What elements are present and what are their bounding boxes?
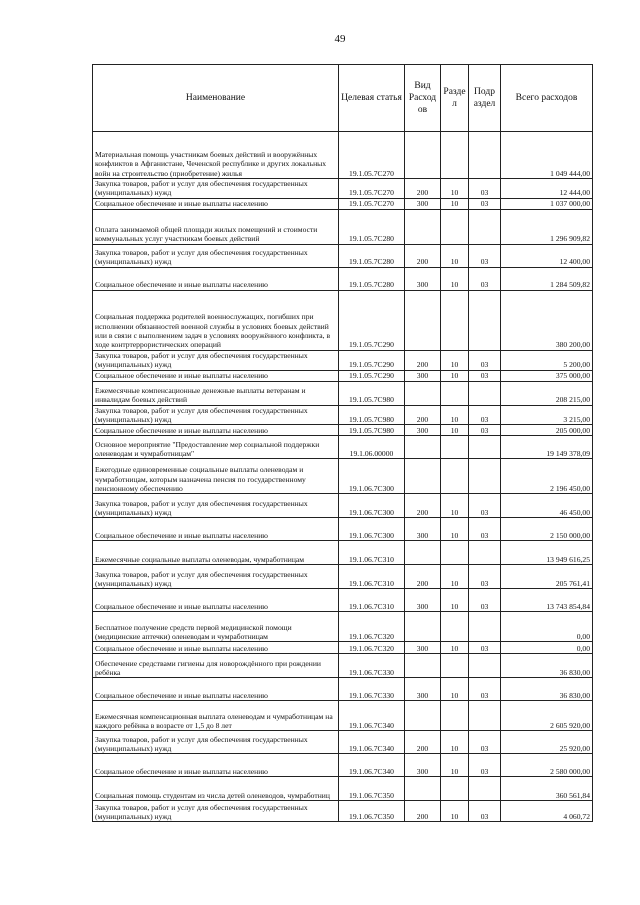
row-name: Социальное обеспечение и иные выплаты населению: [93, 267, 339, 290]
row-section: [441, 381, 469, 405]
header-name: Наименование: [93, 65, 339, 132]
row-subsection: 03: [469, 565, 501, 589]
row-target-article: 19.1.05.7С270: [339, 179, 405, 199]
row-total: 19 149 378,09: [501, 436, 593, 459]
row-expense-type: [405, 209, 441, 244]
row-name: Ежемесячные социальные выплаты оленеводам, чумработницам: [93, 541, 339, 565]
row-name: Материальная помощь участникам боевых действий и вооружённых конфликтов в Афганистане, Чеченской республике и других локальных войн на строительство (приобретение) жилья: [93, 132, 339, 179]
table-row: [93, 132, 593, 179]
row-section: [441, 290, 469, 350]
row-subsection: 03: [469, 198, 501, 209]
row-expense-type: 200: [405, 494, 441, 518]
row-total: 1 296 909,82: [501, 209, 593, 244]
row-total: 2 196 450,00: [501, 459, 593, 494]
row-name: Закупка товаров, работ и услуг для обеспечения государственных (муниципальных) нужд: [93, 565, 339, 589]
row-expense-type: 200: [405, 565, 441, 589]
row-name: Закупка товаров, работ и услуг для обеспечения государственных (муниципальных) нужд: [93, 179, 339, 199]
row-expense-type: [405, 654, 441, 678]
row-target-article: 19.1.06.7С310: [339, 565, 405, 589]
row-target-article: 19.1.06.7С340: [339, 731, 405, 754]
row-name: Бесплатное получение средств первой медицинской помощи (медицинские аптечки) оленеводам и чумработницам: [93, 612, 339, 642]
row-section: [441, 209, 469, 244]
row-target-article: 19.1.05.7С980: [339, 405, 405, 425]
row-subsection: 03: [469, 267, 501, 290]
row-total: 380 200,00: [501, 290, 593, 350]
row-target-article: 19.1.05.7С280: [339, 244, 405, 267]
header-total: Всего расходов: [501, 65, 593, 132]
table-header-row: [93, 65, 593, 132]
row-section: 10: [441, 589, 469, 612]
row-target-article: 19.1.05.7С280: [339, 267, 405, 290]
row-target-article: 19.1.06.7С320: [339, 642, 405, 654]
row-expense-type: [405, 436, 441, 459]
row-subsection: 03: [469, 405, 501, 425]
row-section: 10: [441, 405, 469, 425]
row-expense-type: 200: [405, 731, 441, 754]
table-row: [93, 244, 593, 267]
row-subsection: [469, 132, 501, 179]
row-subsection: 03: [469, 350, 501, 370]
row-section: 10: [441, 198, 469, 209]
row-target-article: 19.1.06.7С330: [339, 654, 405, 678]
row-total: 13 949 616,25: [501, 541, 593, 565]
row-total: 205 000,00: [501, 425, 593, 436]
row-section: [441, 777, 469, 801]
table-row: [93, 518, 593, 541]
table-row: [93, 381, 593, 405]
row-subsection: [469, 459, 501, 494]
row-name: Закупка товаров, работ и услуг для обеспечения государственных (муниципальных) нужд: [93, 494, 339, 518]
row-target-article: 19.1.06.7С350: [339, 777, 405, 801]
row-section: 10: [441, 350, 469, 370]
table-row: [93, 731, 593, 754]
table-row: [93, 405, 593, 425]
row-expense-type: [405, 777, 441, 801]
row-total: 1 037 000,00: [501, 198, 593, 209]
row-total: 5 200,00: [501, 350, 593, 370]
table-row: [93, 370, 593, 381]
table-row: [93, 198, 593, 209]
row-target-article: 19.1.05.7С270: [339, 132, 405, 179]
row-section: 10: [441, 754, 469, 777]
row-target-article: 19.1.06.7С310: [339, 541, 405, 565]
row-total: 13 743 854,84: [501, 589, 593, 612]
row-name: Социальное обеспечение и иные выплаты населению: [93, 370, 339, 381]
table-row: [93, 565, 593, 589]
row-target-article: 19.1.05.7С290: [339, 350, 405, 370]
header-podrazdel: Подр аздел: [469, 65, 501, 132]
row-expense-type: 300: [405, 370, 441, 381]
row-name: Оплата занимаемой общей площади жилых помещений и стоимости коммунальных услуг участникам боевых действий: [93, 209, 339, 244]
row-target-article: 19.1.05.7С270: [339, 198, 405, 209]
row-section: [441, 459, 469, 494]
table-row: [93, 801, 593, 822]
row-expense-type: 300: [405, 267, 441, 290]
row-total: 12 444,00: [501, 179, 593, 199]
row-expense-type: 200: [405, 405, 441, 425]
row-expense-type: 300: [405, 589, 441, 612]
row-subsection: [469, 701, 501, 731]
row-subsection: 03: [469, 425, 501, 436]
row-section: 10: [441, 267, 469, 290]
row-total: 375 000,00: [501, 370, 593, 381]
row-target-article: 19.1.06.7С310: [339, 589, 405, 612]
row-target-article: 19.1.06.7С300: [339, 459, 405, 494]
row-expense-type: 200: [405, 350, 441, 370]
row-section: [441, 612, 469, 642]
row-name: Социальное обеспечение и иные выплаты населению: [93, 754, 339, 777]
row-name: Закупка товаров, работ и услуг для обеспечения государственных (муниципальных) нужд: [93, 350, 339, 370]
row-expense-type: 300: [405, 754, 441, 777]
table-row: [93, 754, 593, 777]
row-name: Социальное обеспечение и иные выплаты населению: [93, 518, 339, 541]
table-row: [93, 654, 593, 678]
row-subsection: 03: [469, 518, 501, 541]
header-razdel: Разде л: [441, 65, 469, 132]
row-target-article: 19.1.05.7С980: [339, 425, 405, 436]
row-expense-type: [405, 612, 441, 642]
row-subsection: 03: [469, 678, 501, 701]
row-total: 2 150 000,00: [501, 518, 593, 541]
row-section: 10: [441, 565, 469, 589]
row-name: Закупка товаров, работ и услуг для обеспечения государственных (муниципальных) нужд: [93, 405, 339, 425]
row-subsection: 03: [469, 370, 501, 381]
row-section: [441, 701, 469, 731]
row-section: [441, 436, 469, 459]
row-expense-type: [405, 459, 441, 494]
row-section: 10: [441, 518, 469, 541]
row-name: Ежемесячные компенсационные денежные выплаты ветеранам и инвалидам боевых действий: [93, 381, 339, 405]
table-row: [93, 350, 593, 370]
table-row: [93, 642, 593, 654]
header-code: Целевая статья: [339, 65, 405, 132]
budget-table: [92, 64, 593, 822]
table-row: [93, 612, 593, 642]
row-target-article: 19.1.06.7С340: [339, 754, 405, 777]
row-name: Закупка товаров, работ и услуг для обеспечения государственных (муниципальных) нужд: [93, 801, 339, 822]
table-row: [93, 290, 593, 350]
row-total: 360 561,84: [501, 777, 593, 801]
table-row: [93, 267, 593, 290]
row-subsection: [469, 381, 501, 405]
table-row: [93, 436, 593, 459]
row-expense-type: 300: [405, 198, 441, 209]
row-section: 10: [441, 731, 469, 754]
row-expense-type: [405, 381, 441, 405]
row-subsection: [469, 209, 501, 244]
row-section: 10: [441, 244, 469, 267]
row-expense-type: 300: [405, 678, 441, 701]
row-name: Ежемесячная компенсационная выплата оленеводам и чумработницам на каждого ребёнка в возрасте от 1,5 до 8 лет: [93, 701, 339, 731]
row-section: 10: [441, 642, 469, 654]
row-section: 10: [441, 678, 469, 701]
row-name: Социальное обеспечение и иные выплаты населению: [93, 678, 339, 701]
table-row: [93, 179, 593, 199]
row-target-article: 19.1.06.7С340: [339, 701, 405, 731]
row-name: Ежегодные единовременные социальные выплаты оленеводам и чумработницам, которым назначена пенсия по государственному пенсионному обеспечению: [93, 459, 339, 494]
row-section: [441, 541, 469, 565]
row-subsection: 03: [469, 494, 501, 518]
row-expense-type: 300: [405, 518, 441, 541]
row-name: Социальная помощь студентам из числа детей оленеводов, чумработниц: [93, 777, 339, 801]
row-total: 4 060,72: [501, 801, 593, 822]
row-expense-type: 200: [405, 179, 441, 199]
page-number: 49: [334, 33, 346, 45]
row-name: Социальное обеспечение и иные выплаты населению: [93, 589, 339, 612]
row-total: 12 400,00: [501, 244, 593, 267]
table-row: [93, 541, 593, 565]
row-subsection: 03: [469, 642, 501, 654]
row-total: 1 049 444,00: [501, 132, 593, 179]
row-total: 46 450,00: [501, 494, 593, 518]
table-row: [93, 459, 593, 494]
row-total: 25 920,00: [501, 731, 593, 754]
row-target-article: 19.1.06.00000: [339, 436, 405, 459]
row-name: Закупка товаров, работ и услуг для обеспечения государственных (муниципальных) нужд: [93, 731, 339, 754]
row-target-article: 19.1.05.7С290: [339, 370, 405, 381]
row-subsection: [469, 612, 501, 642]
table-row: [93, 678, 593, 701]
row-target-article: 19.1.06.7С330: [339, 678, 405, 701]
table-row: [93, 209, 593, 244]
row-expense-type: [405, 701, 441, 731]
row-subsection: [469, 654, 501, 678]
table-row: [93, 701, 593, 731]
row-subsection: 03: [469, 754, 501, 777]
row-expense-type: 300: [405, 425, 441, 436]
row-target-article: 19.1.06.7С320: [339, 612, 405, 642]
row-subsection: [469, 290, 501, 350]
row-total: 36 830,00: [501, 678, 593, 701]
row-target-article: 19.1.06.7С300: [339, 518, 405, 541]
row-name: Социальное обеспечение и иные выплаты населению: [93, 198, 339, 209]
row-name: Закупка товаров, работ и услуг для обеспечения государственных (муниципальных) нужд: [93, 244, 339, 267]
row-target-article: 19.1.05.7С980: [339, 381, 405, 405]
row-subsection: 03: [469, 801, 501, 822]
table-row: [93, 777, 593, 801]
header-vid: Вид Расход ов: [405, 65, 441, 132]
row-section: 10: [441, 370, 469, 381]
row-section: 10: [441, 801, 469, 822]
row-section: 10: [441, 425, 469, 436]
table-row: [93, 494, 593, 518]
row-total: 205 761,41: [501, 565, 593, 589]
row-subsection: [469, 777, 501, 801]
row-total: 2 580 000,00: [501, 754, 593, 777]
row-expense-type: 300: [405, 642, 441, 654]
row-subsection: [469, 541, 501, 565]
row-name: Социальное обеспечение и иные выплаты населению: [93, 642, 339, 654]
row-expense-type: 200: [405, 801, 441, 822]
row-name: Социальная поддержка родителей военнослужащих, погибших при исполнении обязанностей военной службы в условиях боевых действий или в связи с выполнением задач в условиях вооружённого конфликта, в ходе контртеррористических операций: [93, 290, 339, 350]
row-target-article: 19.1.05.7С280: [339, 209, 405, 244]
row-subsection: 03: [469, 731, 501, 754]
row-total: 3 215,00: [501, 405, 593, 425]
row-expense-type: 200: [405, 244, 441, 267]
row-total: 2 605 920,00: [501, 701, 593, 731]
row-name: Обеспечение средствами гигиены для новорождённого при рождении ребёнка: [93, 654, 339, 678]
row-section: 10: [441, 179, 469, 199]
row-total: 0,00: [501, 612, 593, 642]
row-subsection: 03: [469, 244, 501, 267]
row-name: Основное мероприятие "Предоставление мер социальной поддержки оленеводам и чумработницам": [93, 436, 339, 459]
row-target-article: 19.1.06.7С300: [339, 494, 405, 518]
row-target-article: 19.1.05.7С290: [339, 290, 405, 350]
row-section: [441, 654, 469, 678]
row-section: [441, 132, 469, 179]
table-row: [93, 589, 593, 612]
table-row: [93, 425, 593, 436]
row-subsection: [469, 436, 501, 459]
row-expense-type: [405, 132, 441, 179]
row-name: Социальное обеспечение и иные выплаты населению: [93, 425, 339, 436]
row-subsection: 03: [469, 179, 501, 199]
row-total: 36 830,00: [501, 654, 593, 678]
row-expense-type: [405, 541, 441, 565]
row-expense-type: [405, 290, 441, 350]
row-subsection: 03: [469, 589, 501, 612]
row-target-article: 19.1.06.7С350: [339, 801, 405, 822]
row-total: 208 215,00: [501, 381, 593, 405]
row-section: 10: [441, 494, 469, 518]
row-total: 0,00: [501, 642, 593, 654]
row-total: 1 284 509,82: [501, 267, 593, 290]
